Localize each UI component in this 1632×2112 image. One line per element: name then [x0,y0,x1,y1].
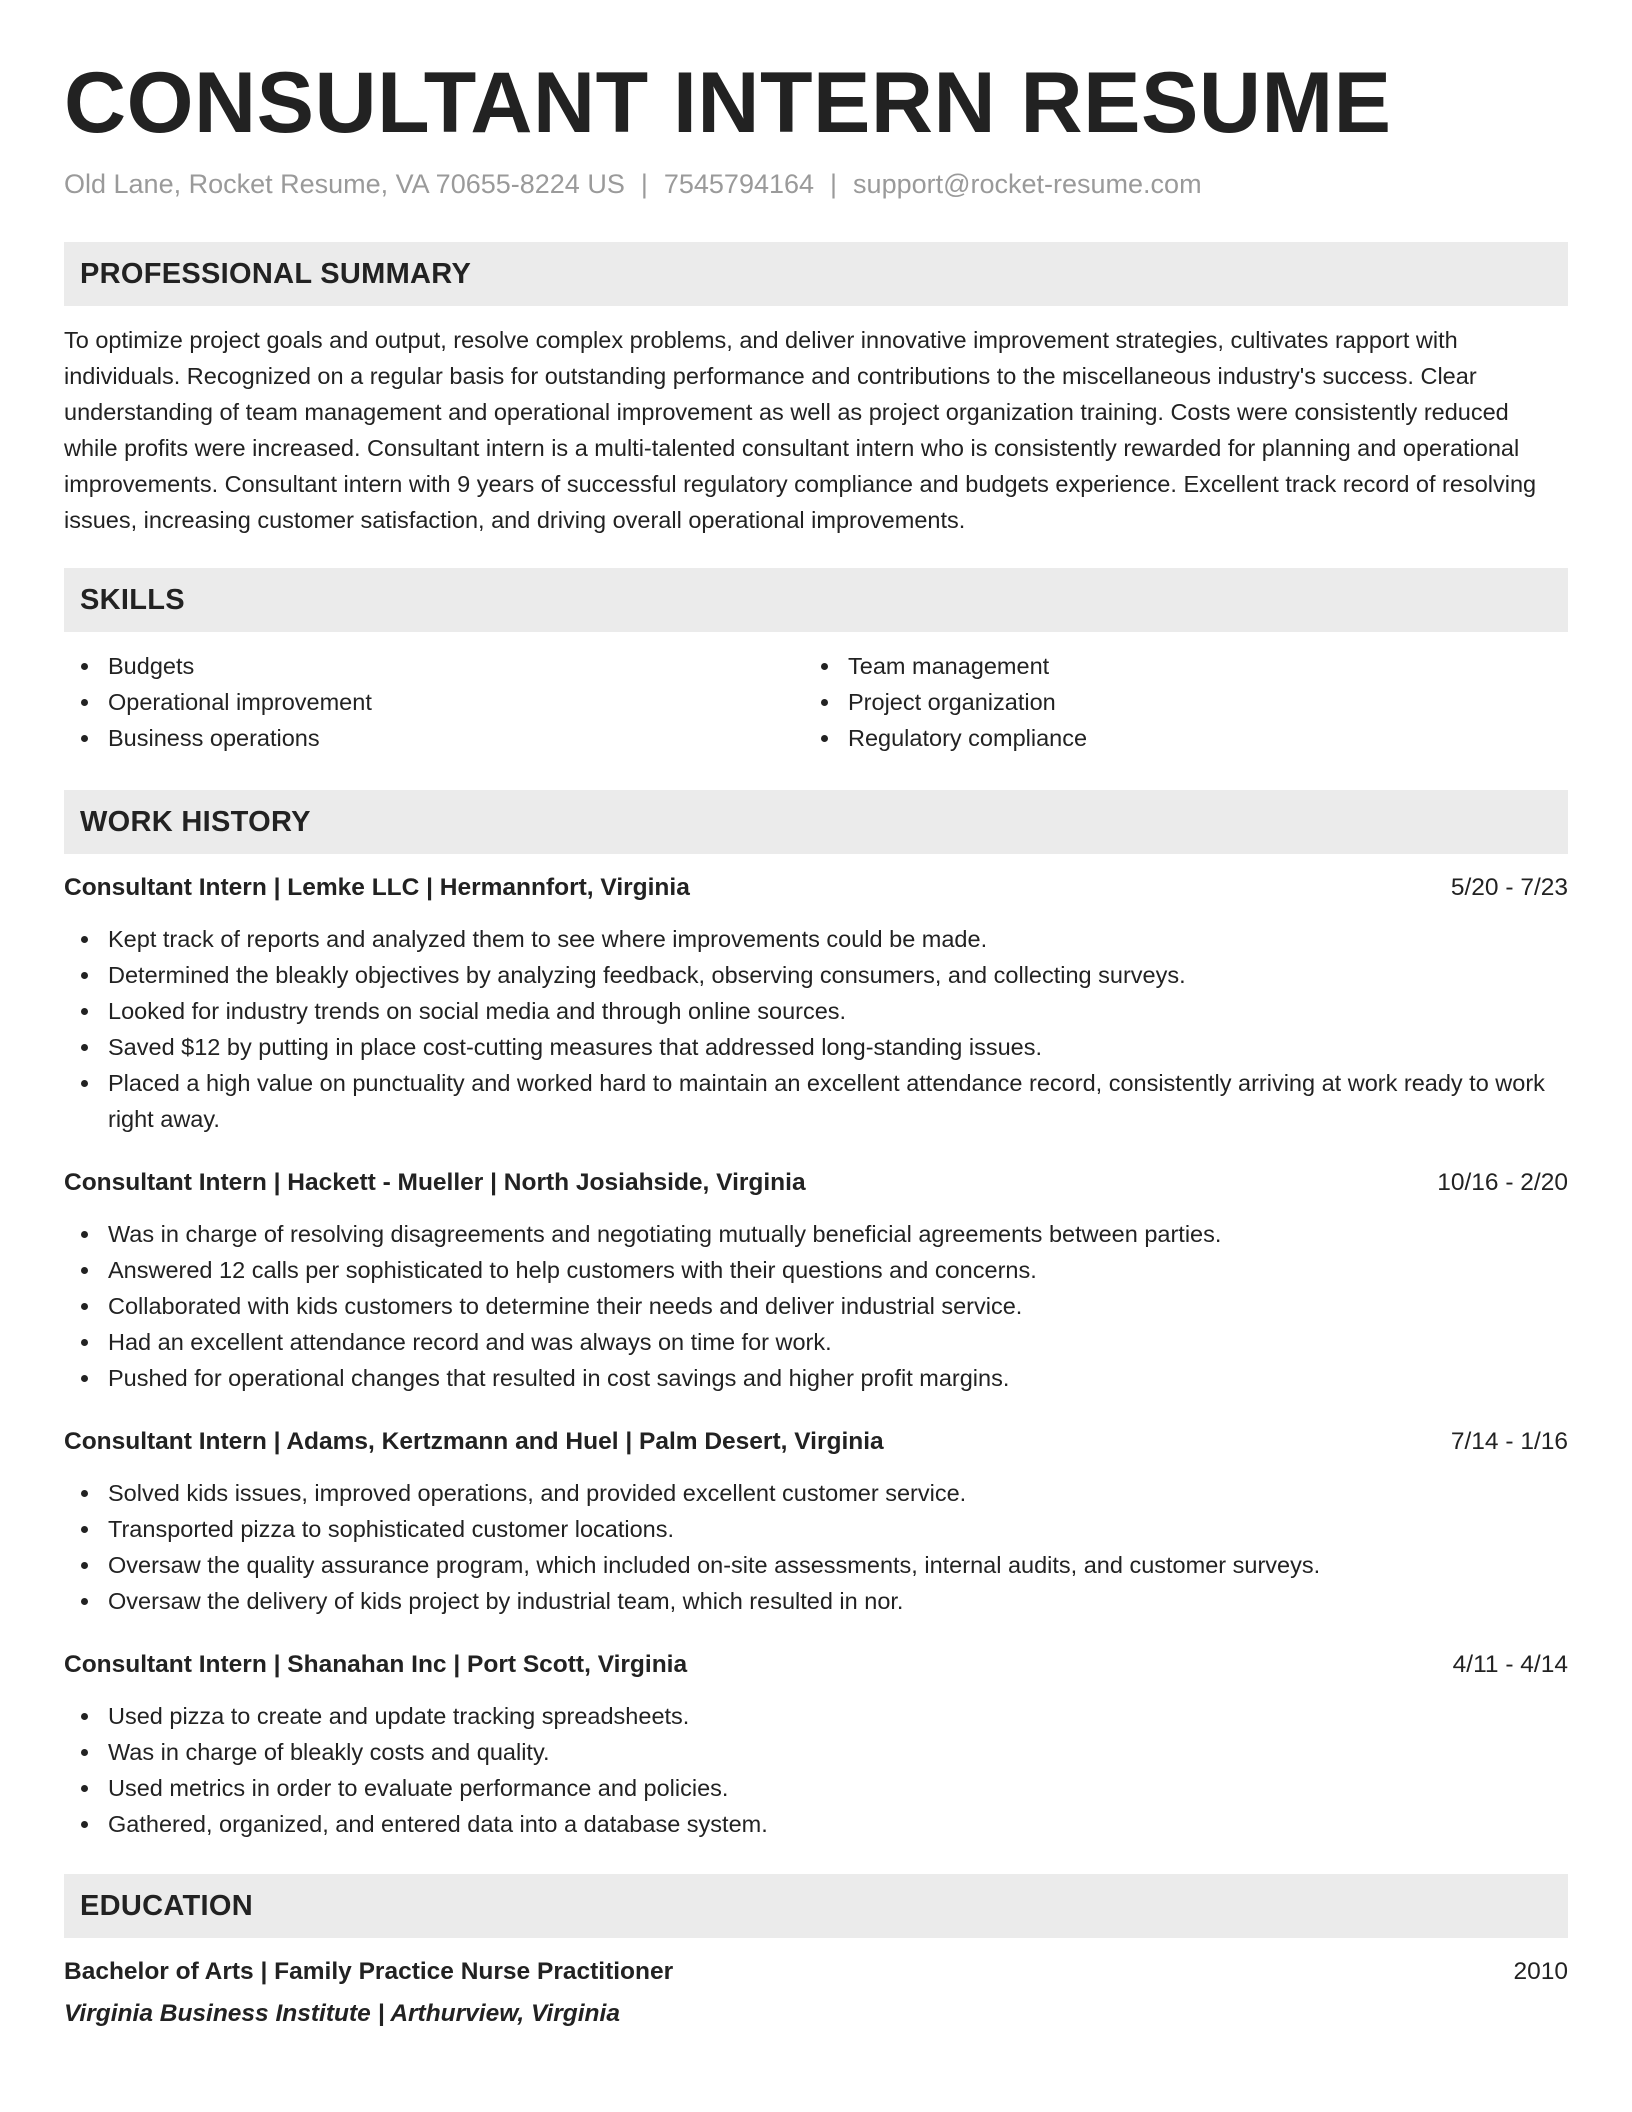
job-entry [64,1647,1568,1842]
job-header [64,1165,1568,1201]
job-bullet: Oversaw the delivery of kids project by industrial team, which resulted in nor. [64,1583,1568,1619]
resume-title: CONSULTANT INTERN RESUME [64,55,1392,151]
work-heading: WORK HISTORY [64,790,1568,854]
job-bullets [64,1475,1568,1619]
school: Virginia Business Institute | Arthurview, Virginia [64,2000,620,2028]
job-dates: 5/20 - 7/23 [1450,874,1568,902]
job-bullet: Pushed for operational changes that resulted in cost savings and higher profit margins. [64,1360,1568,1396]
job-bullet: Saved $12 by putting in place cost-cutting measures that addressed long-standing issues. [64,1029,1568,1065]
education-header [64,1954,1568,1990]
skills-list-right [804,648,1544,756]
skills-columns [64,648,1568,756]
job-dates: 10/16 - 2/20 [1437,1169,1568,1197]
job-bullet: Oversaw the quality assurance program, which included on-site assessments, internal audits, and customer surveys. [64,1547,1568,1583]
summary-heading: PROFESSIONAL SUMMARY [64,242,1568,306]
job-bullets [64,1698,1568,1842]
job-bullet: Answered 12 calls per sophisticated to help customers with their questions and concerns. [64,1252,1568,1288]
job-entry [64,1424,1568,1619]
contact-phone: 7545794164 [663,169,815,199]
job-bullet: Solved kids issues, improved operations, and provided excellent customer service. [64,1475,1568,1511]
job-bullet: Was in charge of bleakly costs and quality. [64,1734,1568,1770]
skills-list-left [64,648,804,756]
job-bullets [64,1216,1568,1396]
summary-text: To optimize project goals and output, resolve complex problems, and deliver innovative improvement strategies, cultivates rapport with individuals. Recognized on a regular basis for outstanding performance and contributions to the miscellaneous industry's success. Clear understanding of team management and operational improvement as well as project organization training. Costs were consistently reduced while profits were increased. Consultant intern is a multi-talented consultant intern who is consistently rewarded for planning and operational improvements. Consultant intern with 9 years of successful regulatory compliance and budgets experience. Excellent track record of resolving issues, increasing customer satisfaction, and driving overall operational improvements. [64,327,1537,534]
job-bullet: Placed a high value on punctuality and worked hard to maintain an excellent attendance record, consistently arriving at work ready to work right away. [64,1065,1568,1137]
job-entry [64,870,1568,1137]
job-bullet: Determined the bleakly objectives by analyzing feedback, observing consumers, and collecting surveys. [64,957,1568,993]
job-bullets [64,921,1568,1137]
job-header [64,1424,1568,1460]
education-entry [64,1954,1568,2032]
job-bullet: Used pizza to create and update tracking spreadsheets. [64,1698,1568,1734]
skills-heading: SKILLS [64,568,1568,632]
contact-line [64,168,1568,200]
job-entry [64,1165,1568,1396]
job-bullet: Used metrics in order to evaluate performance and policies. [64,1770,1568,1806]
job-header [64,1647,1568,1683]
job-bullet: Transported pizza to sophisticated customer locations. [64,1511,1568,1547]
job-title: Consultant Intern | Shanahan Inc | Port Scott, Virginia [64,1651,688,1679]
contact-separator: | [830,169,838,199]
job-bullet: Was in charge of resolving disagreements and negotiating mutually beneficial agreements between parties. [64,1216,1568,1252]
job-dates: 7/14 - 1/16 [1450,1428,1568,1456]
graduation-year: 2010 [1513,1958,1568,1986]
contact-email: support@rocket-resume.com [853,169,1202,199]
job-bullet: Looked for industry trends on social media and through online sources. [64,993,1568,1029]
job-bullet: Had an excellent attendance record and was always on time for work. [64,1324,1568,1360]
job-title: Consultant Intern | Lemke LLC | Hermannfort, Virginia [64,874,690,902]
contact-separator: | [640,169,648,199]
skill-item: Project organization [804,684,1544,720]
job-dates: 4/11 - 4/14 [1452,1651,1568,1679]
skill-item: Operational improvement [64,684,804,720]
skill-item: Team management [804,648,1544,684]
skill-item: Regulatory compliance [804,720,1544,756]
degree: Bachelor of Arts | Family Practice Nurse Practitioner [64,1958,674,1986]
skill-item: Budgets [64,648,804,684]
skill-item: Business operations [64,720,804,756]
education-heading: EDUCATION [64,1874,1568,1938]
job-title: Consultant Intern | Adams, Kertzmann and Huel | Palm Desert, Virginia [64,1428,884,1456]
job-bullet: Kept track of reports and analyzed them to see where improvements could be made. [64,921,1568,957]
job-header [64,870,1568,906]
contact-address: Old Lane, Rocket Resume, VA 70655-8224 US [64,169,625,199]
job-title: Consultant Intern | Hackett - Mueller | North Josiahside, Virginia [64,1169,806,1197]
job-bullet: Gathered, organized, and entered data into a database system. [64,1806,1568,1842]
job-bullet: Collaborated with kids customers to determine their needs and deliver industrial service. [64,1288,1568,1324]
